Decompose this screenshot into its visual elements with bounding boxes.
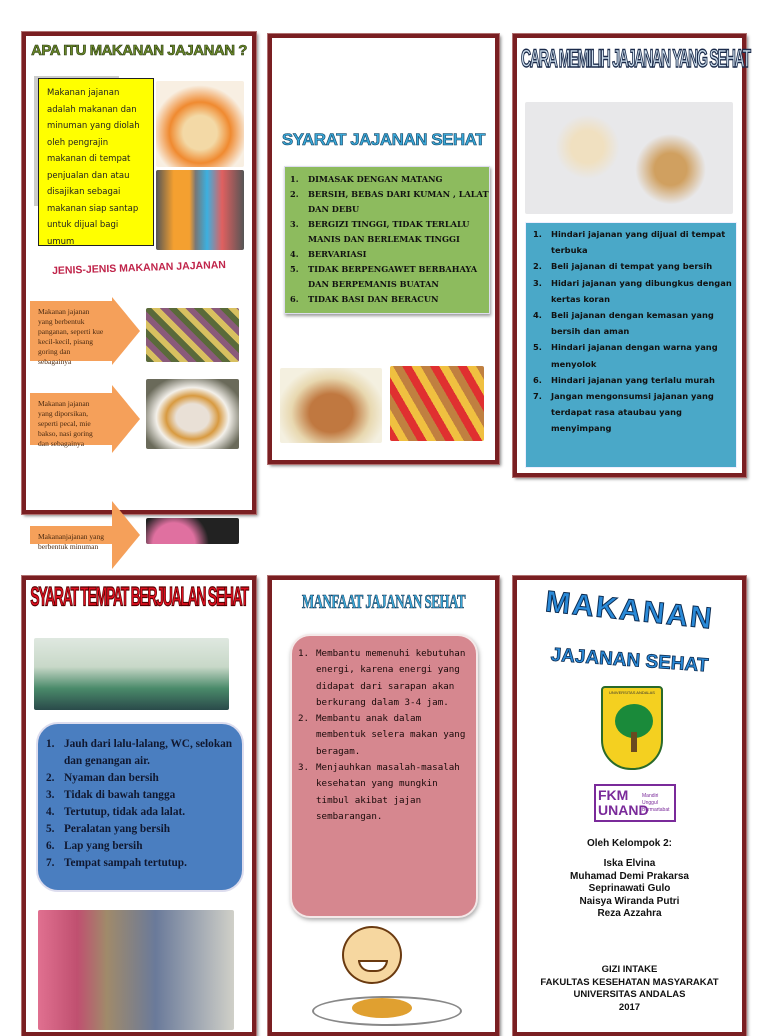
requirement-item: 6. TIDAK BASI DAN BERACUN xyxy=(290,294,439,304)
panel-healthy-snack-requirements xyxy=(268,34,499,464)
member-name: Muhamad Demi Prakarsa xyxy=(570,870,689,882)
benefit-item: 1. Membantu memenuhi kebutuhan energi, karena energi yang didapat dari sarapan akan berkurang dalam 3-4 jam. xyxy=(298,648,466,708)
panel-what-is-snack xyxy=(22,32,256,514)
type-item-2: Makanan jajanan yang diporsikan, seperti pecal, mie bakso, nasi goring dan sebagainya xyxy=(30,393,112,445)
tip-item: 5. Hindari jajanan dengan warna yang menyolok xyxy=(533,342,718,369)
tip-item: 1. Hindari jajanan yang dijual di tempat terbuka xyxy=(533,229,726,256)
skewers-image xyxy=(280,368,382,443)
boy-eating-illustration xyxy=(312,926,462,1026)
benefit-item: 2. Membantu anak dalam membentuk selera makan yang beragam. xyxy=(298,713,466,757)
fkm-tagline: Mandiri Unggul Bermartabat xyxy=(642,792,670,813)
fkm-logo-text: FKM UNAND xyxy=(598,787,649,818)
fkm-logo xyxy=(594,784,676,822)
panel-how-to-choose xyxy=(513,34,750,477)
tip-item: 4. Beli jajanan dengan kemasan yang bersih dan aman xyxy=(533,310,714,337)
panel-cover xyxy=(513,576,746,1036)
requirements-list xyxy=(290,172,490,307)
member-name: Seprinawati Gulo xyxy=(588,883,671,894)
members-list xyxy=(517,858,742,921)
definition-box: Makanan jajanan adalah makanan dan minuman yang diolah oleh pengrajin makanan di tempat penjualan dan atau disajikan sebagai makanan siap santap untuk dijual bagi umum xyxy=(38,78,154,246)
requirement-item: 3. BERGIZI TINGGI, TIDAK TERLALU MANIS DAN BERLEMAK TINGGI xyxy=(290,219,470,244)
place-item: 5. Peralatan yang bersih xyxy=(46,823,171,835)
unand-seal-logo xyxy=(601,686,663,770)
seal-text: UNIVERSITAS ANDALAS xyxy=(609,690,655,695)
cover-title-1: MAKANAN xyxy=(543,585,716,636)
bakso-image xyxy=(146,379,239,449)
panel5-title: MANFAAT JAJANAN SEHAT xyxy=(301,590,466,613)
cover-footer xyxy=(517,964,742,1014)
panel3-title: CARA MEMILIH JAJANAN YANG SEHAT xyxy=(521,43,750,73)
type-item-1: Makanan jajanan yang berbentuk panganan, seperti kue kecil-kecil, pisang goring dan sebagainya xyxy=(30,301,112,361)
footer-line: UNIVERSITAS ANDALAS xyxy=(573,989,686,1000)
member-name: Iska Elvina xyxy=(603,858,656,869)
tip-item: 2. Beli jajanan di tempat yang bersih xyxy=(533,261,713,272)
requirement-item: 1. DIMASAK DENGAN MATANG xyxy=(290,174,443,184)
canteen-image xyxy=(34,638,229,710)
tip-item: 3. Hidari jajanan yang dibungkus dengan kertas koran xyxy=(533,277,732,304)
snack-platter-image xyxy=(525,102,733,214)
snacks-image xyxy=(146,308,239,362)
requirement-item: 2. BERSIH, BEBAS DARI KUMAN , LALAT DAN DEBU xyxy=(290,189,489,214)
footer-line: FAKULTAS KESEHATAN MASYARAKAT xyxy=(540,976,719,988)
tip-item: 6. Hindari jajanan yang terlalu murah xyxy=(533,374,715,385)
panel-benefits xyxy=(268,576,499,1036)
panel2-title: SYARAT JAJANAN SEHAT xyxy=(281,130,486,149)
panel4-title: SYARAT TEMPAT BERJUALAN SEHAT xyxy=(30,580,248,612)
selling-place-list xyxy=(46,736,242,872)
children-canteen-image xyxy=(38,910,234,1030)
benefits-list xyxy=(298,646,474,825)
place-item: 2. Nyaman dan bersih xyxy=(46,772,159,784)
place-item: 4. Tertutup, tidak ada lalat. xyxy=(46,806,186,818)
place-item: 6. Lap yang bersih xyxy=(46,840,143,852)
place-item: 3. Tidak di bawah tangga xyxy=(46,789,176,801)
member-name: Reza Azzahra xyxy=(597,908,662,919)
requirement-item: 5. TIDAK BERPENGAWET BERBAHAYA DAN BERPEMANIS BUATAN xyxy=(290,264,478,289)
corndog-image xyxy=(156,81,244,167)
panel1-title: APA ITU MAKANAN JAJANAN ? xyxy=(31,42,247,59)
requirement-item: 4. BERVARIASI xyxy=(290,249,367,259)
place-item: 7. Tempat sampah tertutup. xyxy=(46,857,187,869)
benefit-item: 3. Menjauhkan masalah-masalah kesehatan yang mungkin timbul akibat jajan sembarangan. xyxy=(298,762,460,822)
types-subtitle: JENIS-JENIS MAKANAN JAJANAN xyxy=(51,258,227,278)
footer-line: 2017 xyxy=(618,1001,641,1013)
footer-line: GIZI INTAKE xyxy=(601,964,658,975)
member-name: Naisya Wiranda Putri xyxy=(579,895,680,907)
type-item-3: Makananjajanan yang berbentuk minuman xyxy=(30,526,112,544)
cover-title-2: JAJANAN SEHAT xyxy=(549,644,710,677)
tip-item: 7. Jangan mengonsumsi jajanan yang terdapat rasa ataubau yang menyimpang xyxy=(533,391,714,434)
place-item: 1. Jauh dari lalu-lalang, WC, selokan dan genangan air. xyxy=(46,738,233,767)
panel-selling-place-requirements xyxy=(22,576,256,1036)
group-label: Oleh Kelompok 2: xyxy=(586,838,672,849)
drinks-image xyxy=(156,170,244,250)
drink-bowls-image xyxy=(146,518,239,544)
fruit-skewers-image xyxy=(390,366,484,441)
tips-list xyxy=(533,226,733,437)
